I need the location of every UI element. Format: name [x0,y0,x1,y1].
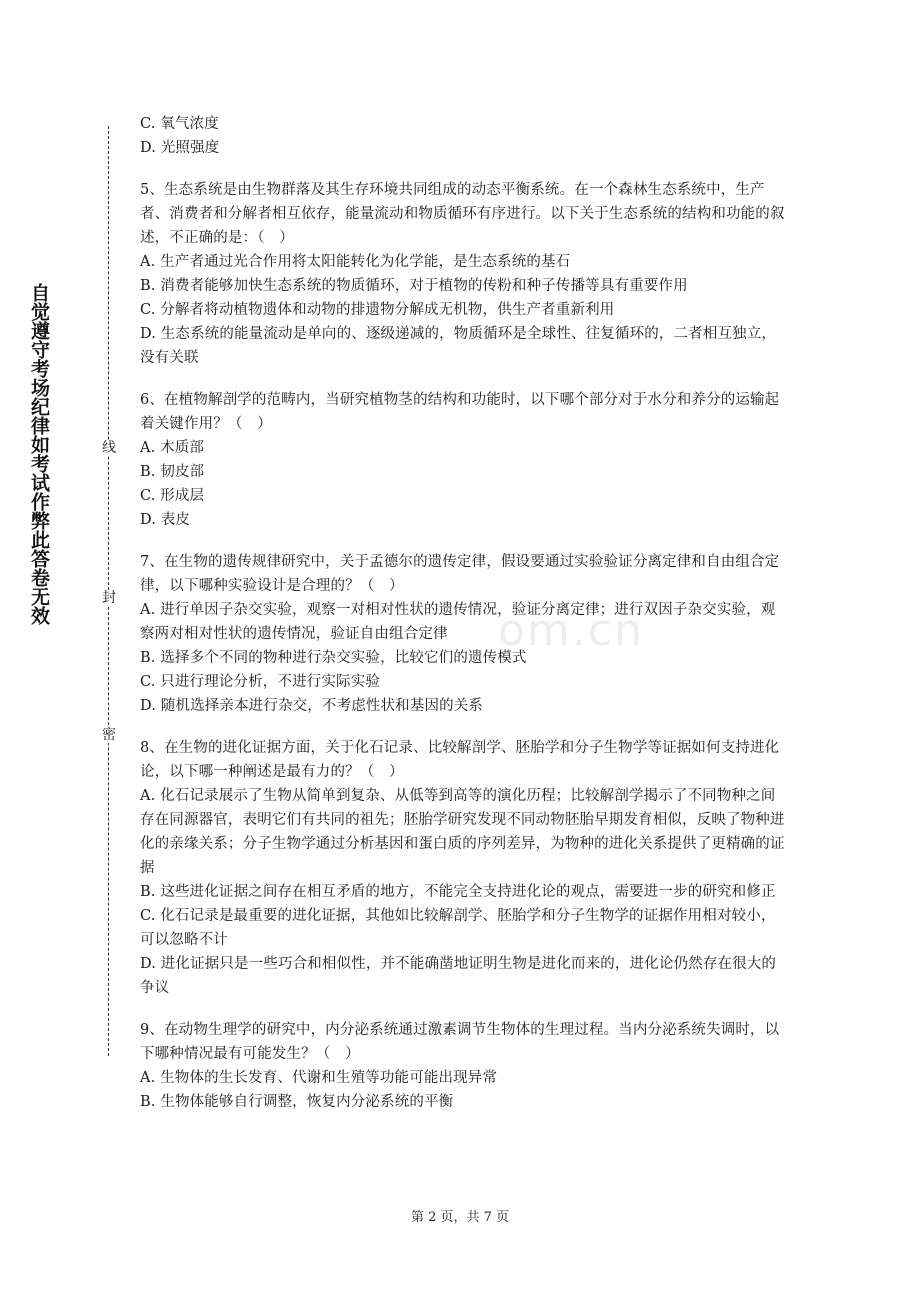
question-stem: 8、在生物的进化证据方面，关于化石记录、比较解剖学、胚胎学和分子生物学等证据如何支持进化论，以下哪一种阐述是最有力的？（ ） [140,740,780,780]
option-d: D. 生态系统的能量流动是单向的、逐级递减的，物质循环是全球性、往复循环的，二者相互独立，没有关联 [140,326,777,366]
question-5 [140,178,785,370]
exam-content [140,112,785,1114]
page-footer: 第 2 页，共 7 页 [410,1210,510,1225]
option-b: B. 消费者能够加快生态系统的物质循环，对于植物的传粉和种子传播等具有重要作用 [140,278,688,294]
option-d: D. 随机选择亲本进行杂交，不考虑性状和基因的关系 [140,698,484,714]
option-a: A. 木质部 [140,440,205,456]
question-7 [140,550,785,718]
option-c: C. 分解者将动植物遗体和动物的排遗物分解成无机物，供生产者重新利用 [140,302,615,318]
seal-mark-secret: 密 [102,727,116,743]
option-b: B. 选择多个不同的物种进行杂交实验，比较它们的遗传模式 [140,650,527,666]
watermark: om.cn [498,605,644,656]
question-9 [140,1018,785,1114]
exam-discipline-notice: 自觉遵守考场纪律如考试作弊此答卷无效 [28,283,50,625]
question-stem: 7、在生物的遗传规律研究中，关于孟德尔的遗传定律，假设要通过实验验证分离定律和自由组合定律，以下哪种实验设计是合理的？（ ） [140,554,780,594]
option-b: B. 韧皮部 [140,464,205,480]
question-6 [140,388,785,532]
question-8 [140,736,785,1000]
option-d: D. 进化证据只是一些巧合和相似性，并不能确凿地证明生物是进化而来的，进化论仍然存在很大的争议 [140,956,777,996]
question-stem: 5、生态系统是由生物群落及其生存环境共同组成的动态平衡系统。在一个森林生态系统中，生产者、消费者和分解者相互依存，能量流动和物质循环有序进行。以下关于生态系统的结构和功能的叙述，不正确的是：（ ） [140,182,785,246]
option-a: A. 生产者通过光合作用将太阳能转化为化学能，是生态系统的基石 [140,254,571,270]
previous-question-options [140,112,785,160]
option-a: A. 化石记录展示了生物从简单到复杂、从低等到高等的演化历程；比较解剖学揭示了不同物种之间存在同源器官，表明它们有共同的祖先；胚胎学研究发现不同动物胚胎早期发育相似，反映了物种进化的亲缘关系；分子生物学通过分析基因和蛋白质的序列差异，为物种的进化关系提供了更精确的证据 [140,788,785,876]
seal-mark-line: 线 [102,440,116,456]
option-c: C. 化石记录是最重要的进化证据，其他如比较解剖学、胚胎学和分子生物学的证据作用相对较小，可以忽略不计 [140,908,776,948]
question-stem: 9、在动物生理学的研究中，内分泌系统通过激素调节生物体的生理过程。当内分泌系统失调时，以下哪种情况最有可能发生？（ ） [140,1022,780,1062]
option-b: B. 这些进化证据之间存在相互矛盾的地方，不能完全支持进化论的观点，需要进一步的研究和修正 [140,884,776,900]
question-stem: 6、在植物解剖学的范畴内，当研究植物茎的结构和功能时，以下哪个部分对于水分和养分的运输起着关键作用？（ ） [140,392,780,432]
option-c: C. 形成层 [140,488,205,504]
seal-mark-seal: 封 [102,590,116,606]
option-b: B. 生物体能够自行调整，恢复内分泌系统的平衡 [140,1094,454,1110]
option-d: D. 表皮 [140,512,191,528]
option-c: C. 氧气浓度 [140,116,219,132]
option-c: C. 只进行理论分析，不进行实际实验 [140,674,380,690]
option-a: A. 生物体的生长发育、代谢和生殖等功能可能出现异常 [140,1070,498,1086]
option-d: D. 光照强度 [140,140,220,156]
option-a: A. 进行单因子杂交实验，观察一对相对性状的遗传情况，验证分离定律；进行双因子杂交实验，观察两对相对性状的遗传情况，验证自由组合定律 [140,602,776,642]
